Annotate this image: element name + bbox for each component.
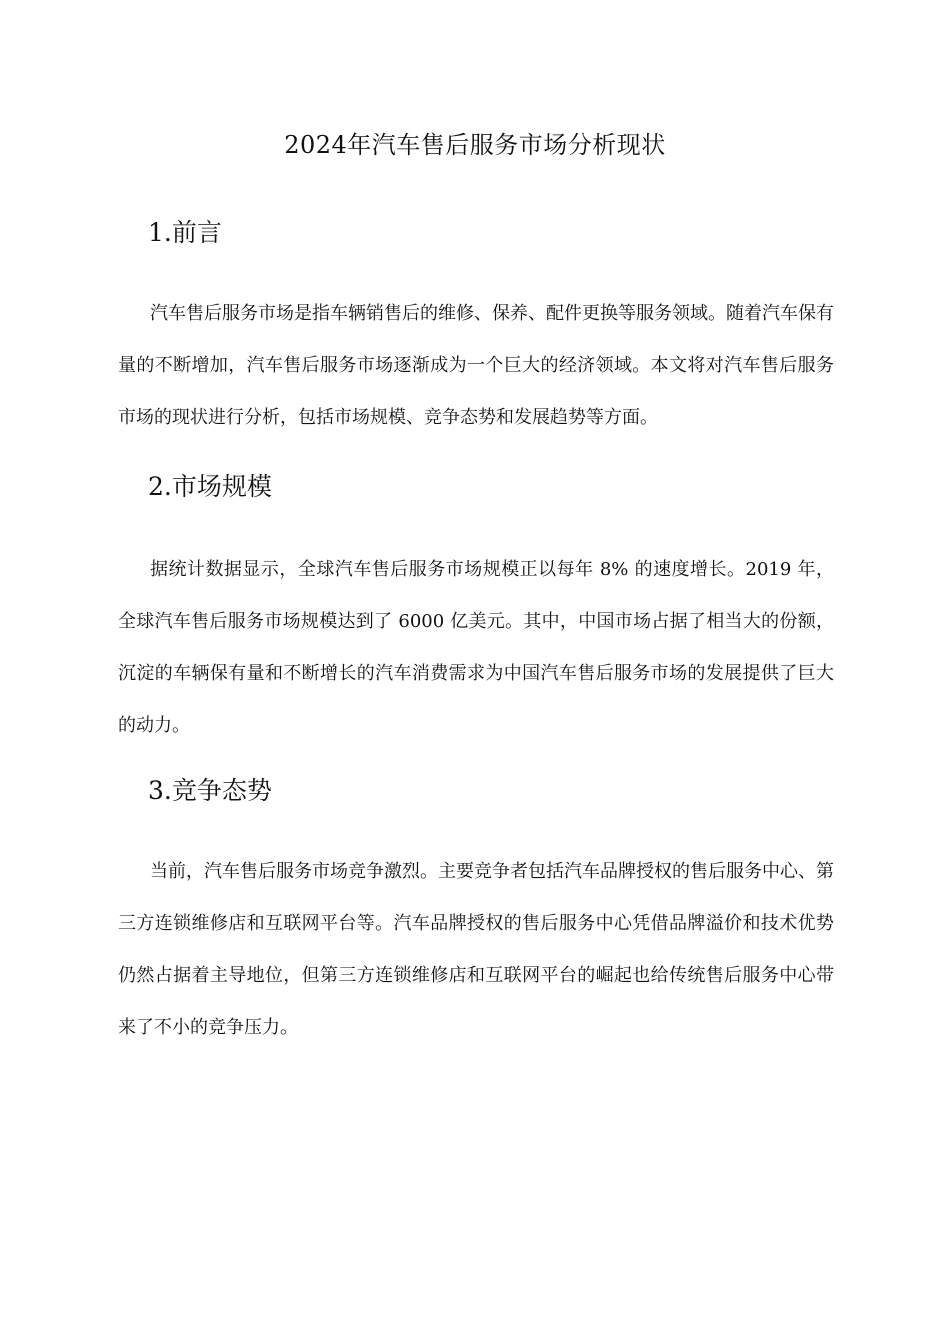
section-body-preface: 汽车售后服务市场是指车辆销售后的维修、保养、配件更换等服务领域。随着汽车保有量的不断增加，汽车售后服务市场逐渐成为一个巨大的经济领域。本文将对汽车售后服务市场的现状进行分析，包括市场规模、竞争态势和发展趋势等方面。 [118, 303, 834, 428]
section-body-market-size: 据统计数据显示，全球汽车售后服务市场规模正以每年 8% 的速度增长。2019 年，全球汽车售后服务市场规模达到了 6000 亿美元。其中，中国市场占据了相当大的份额，沉淀的车辆保有量和不断增长的汽车消费需求为中国汽车售后服务市场的发展提供了巨大的动力。 [118, 559, 834, 736]
section-heading-preface: 1.前言 [148, 218, 222, 247]
section-heading-market-size: 2.市场规模 [148, 472, 272, 501]
section-heading-competition: 3.竞争态势 [148, 776, 272, 805]
document-title: 2024年汽车售后服务市场分析现状 [284, 131, 666, 159]
section-body-competition: 当前，汽车售后服务市场竞争激烈。主要竞争者包括汽车品牌授权的售后服务中心、第三方连锁维修店和互联网平台等。汽车品牌授权的售后服务中心凭借品牌溢价和技术优势仍然占据着主导地位，但第三方连锁维修店和互联网平台的崛起也给传统售后服务中心带来了不小的竞争压力。 [118, 861, 834, 1038]
